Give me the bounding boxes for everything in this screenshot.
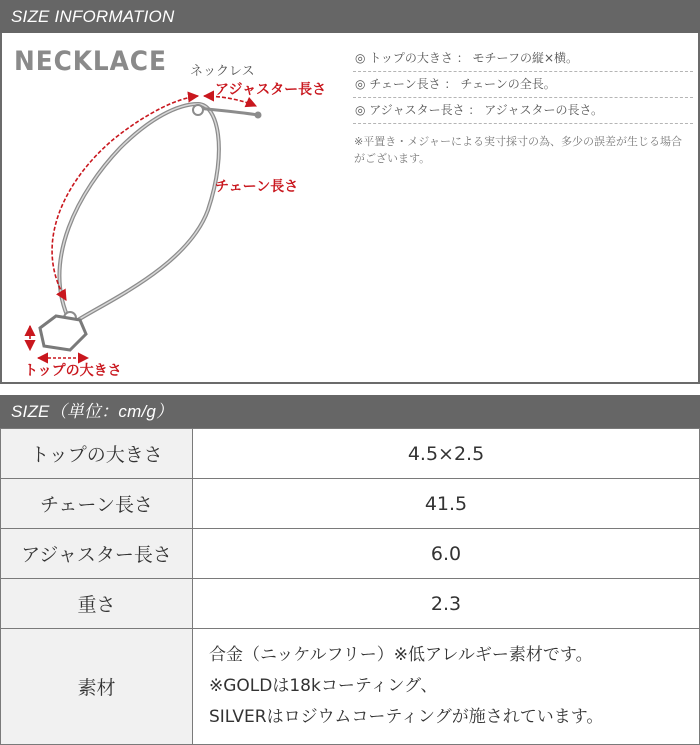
table-row	[1, 429, 700, 479]
material-line: ※GOLDは18kコーティング、	[209, 676, 438, 696]
top-size-label: トップの大きさ	[24, 363, 122, 379]
legend-item: ◎ アジャスター長さ ： アジャスターの長さ。	[353, 98, 693, 124]
table-row	[1, 579, 700, 629]
table-row	[1, 529, 700, 579]
size-header	[0, 395, 700, 428]
row-label: 重さ	[1, 579, 193, 629]
material-line: 合金（ニッケルフリー）※低アレルギー素材です。	[209, 645, 593, 665]
chain-length-label: チェーン長さ	[215, 179, 299, 195]
measurement-note: ※平置き・メジャーによる実寸採寸の為、多少の誤差が生じる場合がございます。	[354, 135, 682, 165]
pendant-top	[40, 316, 86, 350]
row-label: トップの大きさ	[1, 429, 193, 479]
row-value: 6.0	[193, 529, 700, 579]
adjuster-length-label: アジャスター長さ	[215, 82, 327, 98]
table-row-material	[1, 629, 700, 745]
row-label: アジャスター長さ	[1, 529, 193, 579]
size-section-title: SIZE（単位：cm/g）	[11, 402, 174, 421]
chain-length-arrow	[52, 96, 198, 300]
row-value: 2.3	[193, 579, 700, 629]
product-title: NECKLACE	[14, 46, 167, 77]
material-line: SILVERはロジウムコーティングが施されています。	[209, 707, 604, 727]
clasp-ring	[193, 105, 203, 115]
section-title: SIZE INFORMATION	[11, 7, 175, 26]
adjuster-end	[255, 112, 262, 119]
product-title-kana: ネックレス	[190, 64, 255, 79]
material-label: 素材	[1, 629, 193, 745]
row-label: チェーン長さ	[1, 479, 193, 529]
material-value	[193, 629, 700, 745]
necklace-diagram	[0, 60, 340, 380]
size-table	[0, 428, 700, 745]
row-value: 4.5×2.5	[193, 429, 700, 479]
legend-item: ◎ チェーン長さ ： チェーンの全長。	[353, 72, 693, 98]
measurement-legend	[353, 46, 693, 124]
row-value: 41.5	[193, 479, 700, 529]
legend-item: ◎ トップの大きさ ： モチーフの縦×横。	[353, 46, 693, 72]
adjuster-chain	[198, 108, 258, 115]
table-row	[1, 479, 700, 529]
necklace-chain	[60, 104, 219, 322]
size-information-header	[0, 0, 700, 33]
